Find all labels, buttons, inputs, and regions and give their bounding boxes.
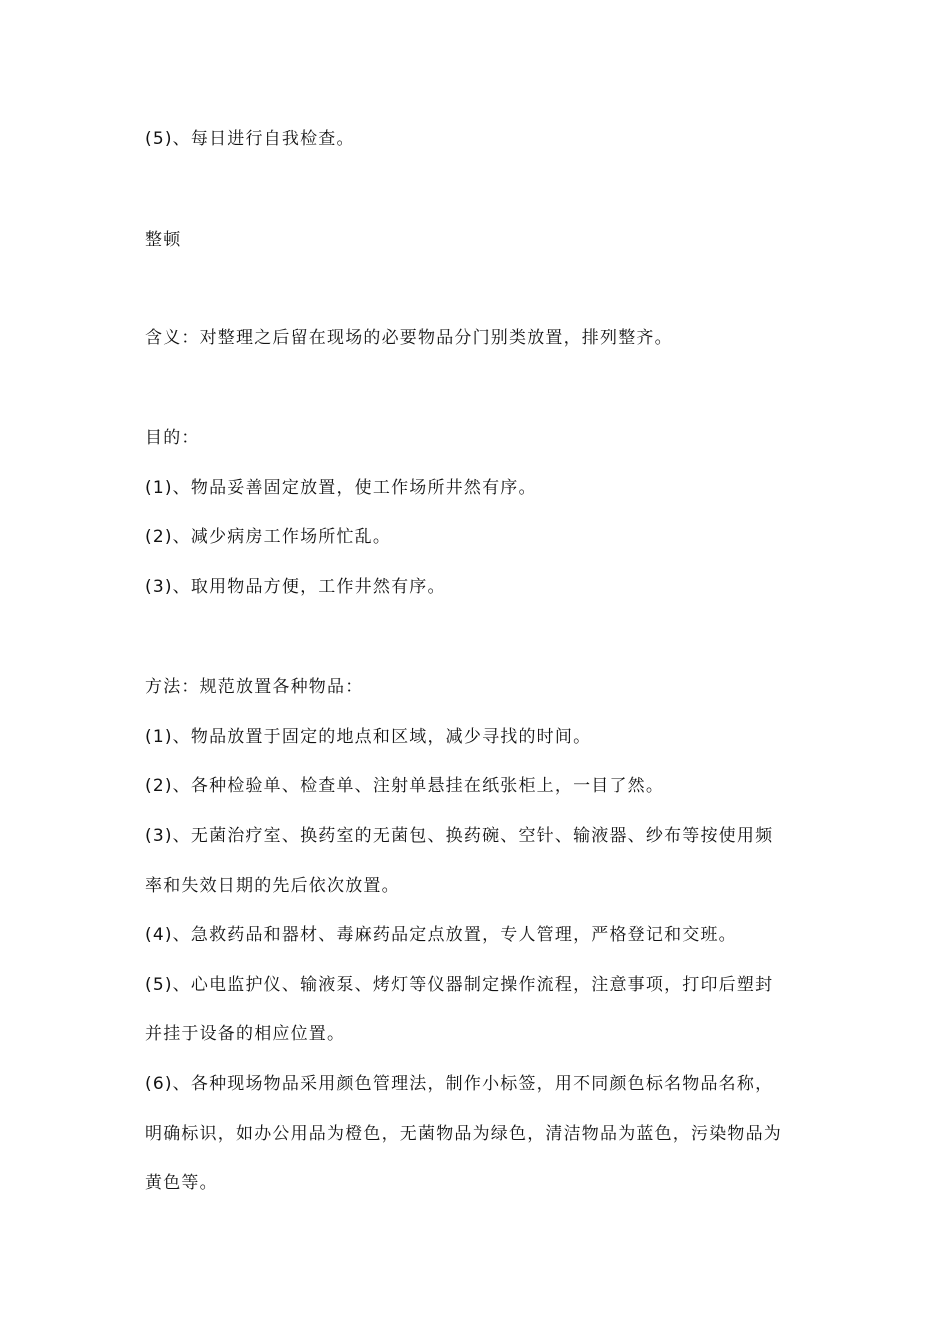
list-item: (1)、物品放置于固定的地点和区域，减少寻找的时间。 [145,727,592,747]
method-label: 方法：规范放置各种物品： [145,677,364,697]
list-item-continuation: 黄色等。 [145,1173,218,1193]
definition-paragraph: 含义：对整理之后留在现场的必要物品分门别类放置，排列整齐。 [145,328,673,348]
list-item: (6)、各种现场物品采用颜色管理法，制作小标签，用不同颜色标名物品名称， [145,1074,774,1094]
list-item: (3)、无菌治疗室、换药室的无菌包、换药碗、空针、输液器、纱布等按使用频 [145,826,774,846]
list-item-continuation: 明确标识，如办公用品为橙色，无菌物品为绿色，清洁物品为蓝色，污染物品为 [145,1124,782,1144]
list-item: (2)、各种检验单、检查单、注射单悬挂在纸张柜上，一目了然。 [145,776,665,796]
list-item: (2)、减少病房工作场所忙乱。 [145,527,392,547]
purpose-label: 目的： [145,428,200,448]
list-item: (5)、每日进行自我检查。 [145,129,355,149]
list-item-continuation: 率和失效日期的先后依次放置。 [145,876,400,896]
section-heading: 整顿 [145,230,182,250]
list-item: (1)、物品妥善固定放置，使工作场所井然有序。 [145,478,537,498]
list-item: (4)、急救药品和器材、毒麻药品定点放置，专人管理，严格登记和交班。 [145,925,737,945]
list-item: (3)、取用物品方便，工作井然有序。 [145,577,446,597]
list-item: (5)、心电监护仪、输液泵、烤灯等仪器制定操作流程，注意事项，打印后塑封 [145,975,774,995]
list-item-continuation: 并挂于设备的相应位置。 [145,1024,346,1044]
